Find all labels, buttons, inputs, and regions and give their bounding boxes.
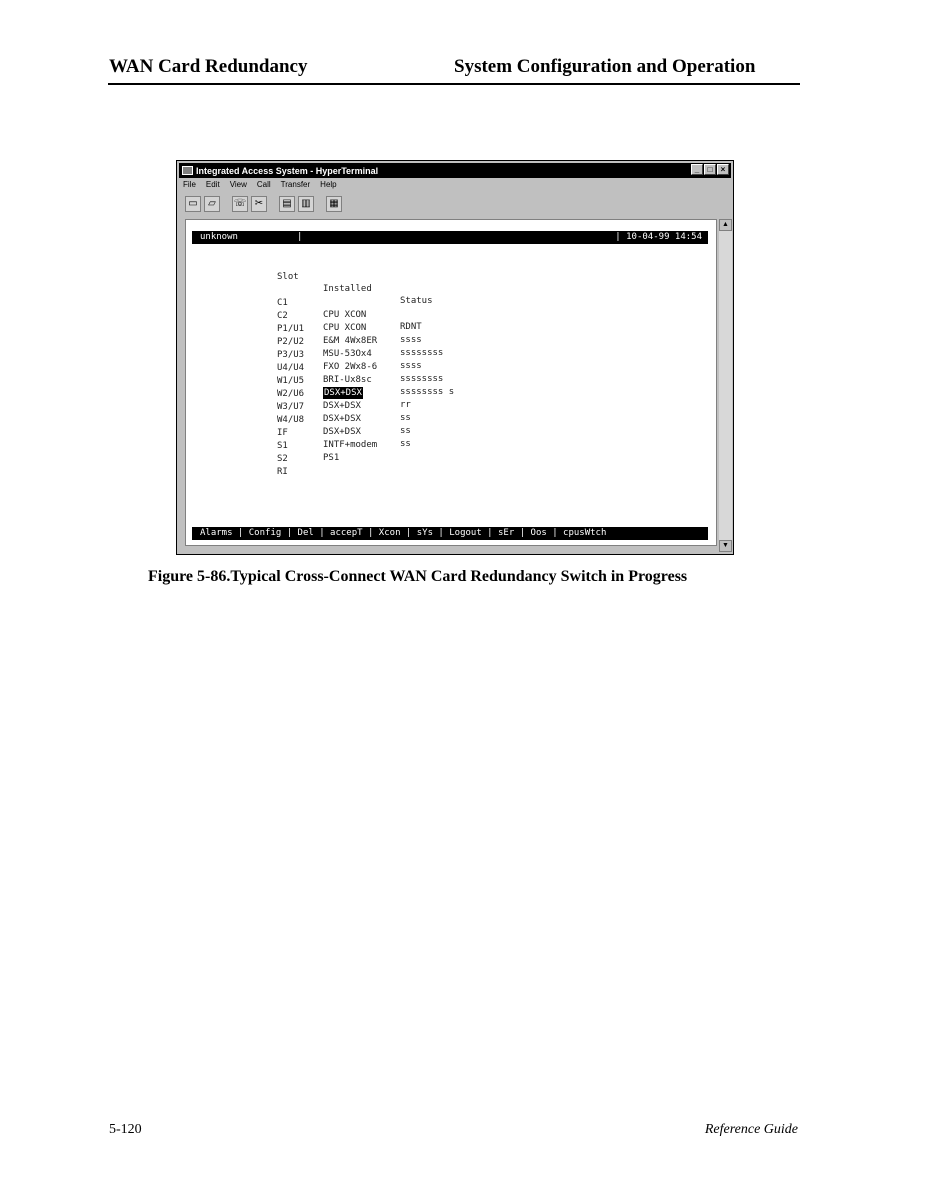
installed-cell-cursor[interactable]: DSX+DSX [324,388,362,398]
maximize-button[interactable]: □ [704,164,716,175]
terminal-screen[interactable] [192,231,708,541]
slot-cell: W1/U5 [277,376,305,386]
installed-cell: DSX+DSX [323,427,361,437]
menu-help[interactable]: Help [320,180,337,189]
date-time: | 10-04-99 14:54 [615,232,702,242]
open-icon[interactable]: ▱ [204,196,220,212]
slot-cell: P3/U3 [277,350,305,360]
connect-icon[interactable]: ☏ [232,196,248,212]
slot-cell: C2 [277,311,288,321]
system-name: unknown [200,232,238,242]
installed-cell: MSU-53Ox4 [323,349,372,359]
window-titlebar[interactable] [179,163,731,178]
slot-cell: S1 [277,441,288,451]
slot-cell: IF [277,428,288,438]
send-icon[interactable]: ▤ [279,196,295,212]
slot-cell: W2/U6 [277,389,305,399]
status-cell: ssss [400,335,422,345]
status-cell: ss [400,439,411,449]
status-cell: ssssssss s [400,387,455,397]
menu-bar [183,180,337,193]
installed-cell: INTF+modem [323,440,378,450]
slot-cell: P1/U1 [277,324,305,334]
slot-cell: W3/U7 [277,402,305,412]
toolbar [185,196,342,214]
menu-transfer[interactable]: Transfer [280,180,311,189]
installed-cell: PS1 [323,453,340,463]
terminal-status-bar [192,231,708,244]
installed-cell: E&M 4Wx8ER [323,336,378,346]
menu-view[interactable]: View [229,180,247,189]
slot-cell: P2/U2 [277,337,305,347]
status-cell: ssssssss [400,374,444,384]
hyperterminal-window [176,160,734,555]
column-status: Status [400,296,433,306]
receive-icon[interactable]: ▥ [298,196,314,212]
figure-caption: Figure 5-86.Typical Cross-Connect WAN Card Redundancy Switch in Progress [148,568,688,585]
scroll-up-icon[interactable]: ▲ [719,219,732,231]
installed-cell: CPU XCON [323,323,367,333]
status-cell: ssss [400,361,422,371]
terminal-command-bar[interactable]: Alarms | Config | Del | accepT | Xcon | sYs | Logout | sEr | Oos | cpusWtch [192,527,708,540]
installed-cell: DSX+DSX [323,414,361,424]
installed-cell: FXO 2Wx8-6 [323,362,378,372]
footer-document-name: Reference Guide [704,1122,798,1137]
window-title: Integrated Access System - HyperTerminal [196,165,379,176]
minimize-button[interactable]: _ [691,164,703,175]
installed-cell: BRI-Ux8sc [323,375,372,385]
status-cell: RDNT [400,322,422,332]
status-cell: ss [400,426,411,436]
status-cell: ss [400,413,411,423]
installed-cell: DSX+DSX [323,401,361,411]
app-icon [182,166,193,175]
slot-cell: U4/U4 [277,363,305,373]
properties-icon[interactable]: ▦ [326,196,342,212]
installed-cell: CPU XCON [323,310,367,320]
slot-cell: RI [277,467,288,477]
menu-file[interactable]: File [183,180,196,189]
header-section-title: WAN Card Redundancy [109,56,308,77]
status-cell: rr [400,400,411,410]
new-icon[interactable]: ▭ [185,196,201,212]
slot-cell: S2 [277,454,288,464]
menu-call[interactable]: Call [256,180,271,189]
slot-cell: C1 [277,298,288,308]
column-installed: Installed [323,284,372,294]
scroll-down-icon[interactable]: ▼ [719,540,732,552]
status-separator: | [297,232,303,242]
header-rule [108,83,800,85]
page-number: 5-120 [109,1122,142,1137]
column-slot: Slot [277,272,299,282]
disconnect-icon[interactable]: ✂ [251,196,267,212]
vertical-scrollbar[interactable] [719,219,732,552]
slot-cell: W4/U8 [277,415,305,425]
header-chapter-title: System Configuration and Operation [454,56,756,77]
close-button[interactable]: × [717,164,729,175]
status-cell: ssssssss [400,348,444,358]
menu-edit[interactable]: Edit [205,180,220,189]
